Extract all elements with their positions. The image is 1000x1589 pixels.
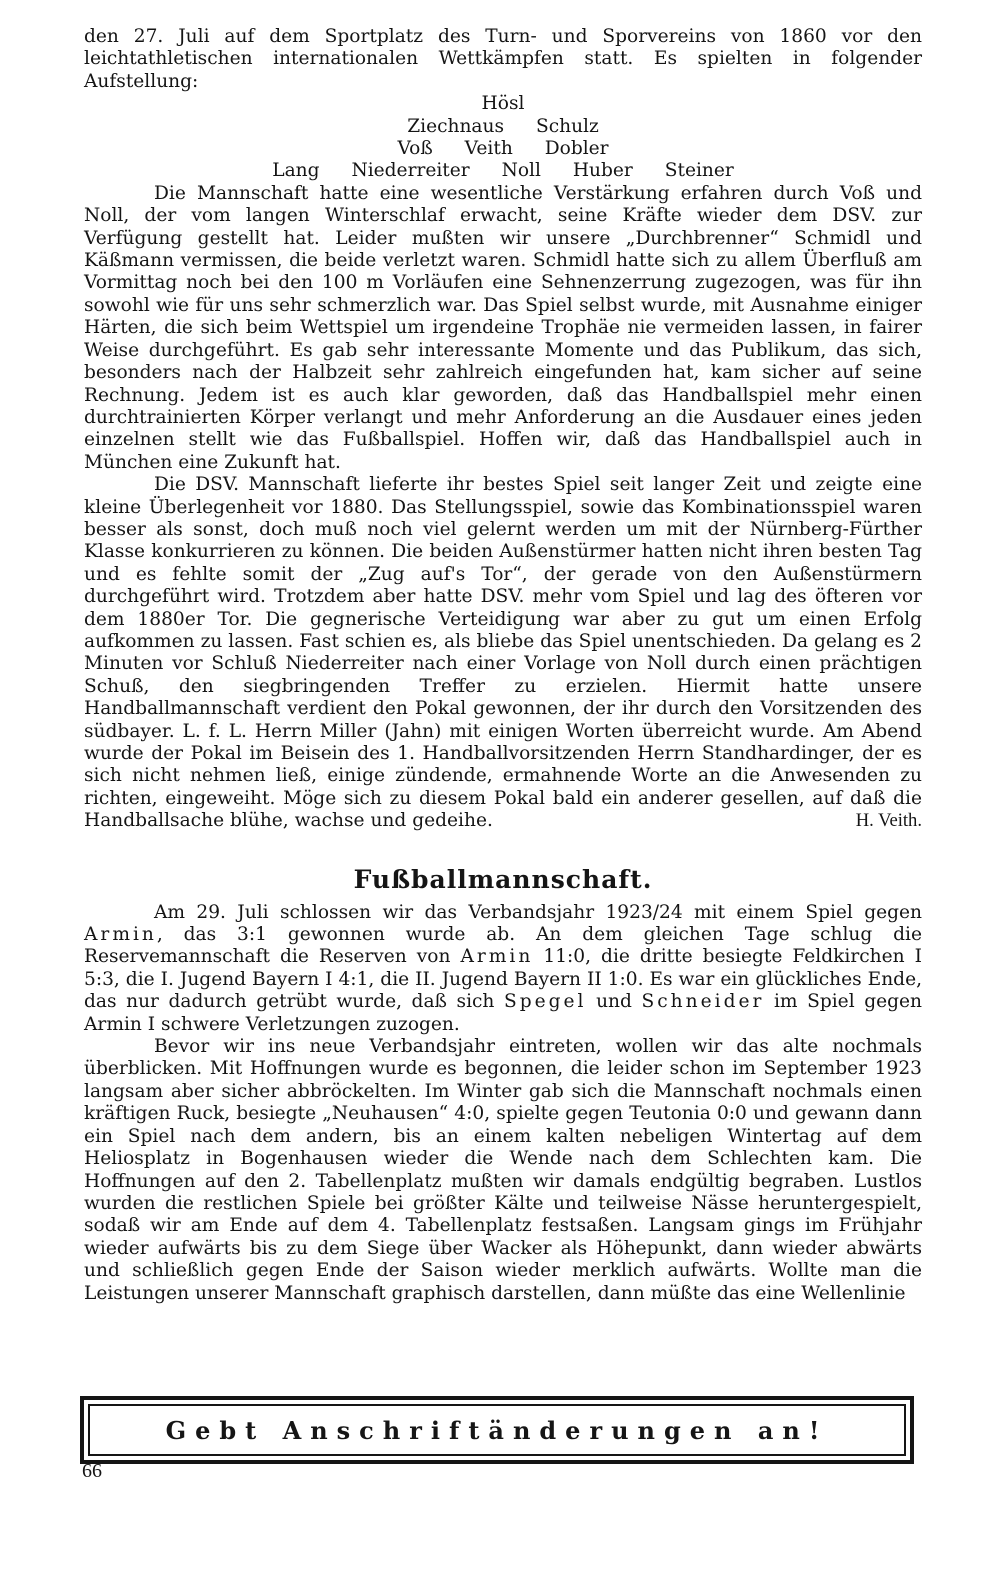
article1-paragraph-text: Die DSV. Mannschaft lieferte ihr bestes Spiel seit langer Zeit und zeigte eine kleine Überlegenheit vor 1880. Das Stellungsspiel, sowie das Kombinationsspiel waren besser als sonst, doch muß noch viel gelernt werden um mit der Nürnberg-Fürther Klasse konkurrieren zu können. Die beiden Außenstürmer hatten nicht ihren besten Tag und es fehlte somit der „Zug auf's Tor“, der gerade von den Außenstürmern durchgeführt wird. Trotzdem aber hatte DSV. mehr vom Spiel und lag des öfteren vor dem 1880er Tor. Die gegnerische Verteidigung war aber zu gut um einen Erfolg aufkommen zu lassen. Fast schien es, als bliebe das Spiel unentschieden. Da gelang es 2 Minuten vor Schluß Niederreiter nach einer Vorlage von Noll durch einen prächtigen Schuß, den siegbringenden Treffer zu erzielen. Hiermit hatte unsere Handballmannschaft verdient den Pokal gewonnen, der ihr durch den Vorsitzenden des südbayer. L. f. L. Herrn Miller (Jahn) mit einigen Worten überreicht wurde. Am Abend wurde der Pokal im Beisein des 1. Handballvorsitzenden Herrn Standhardinger, der es sich nicht nehmen ließ, einige zündende, ermahnende Worte an die Anwesenden zu richten, eingeweiht. Möge sich zu diesem Pokal bald ein anderer gesellen, auf daß die Handballsache blühe, wachse und gedeihe.: [84, 474, 922, 832]
team-name-spaced: Armin: [84, 924, 157, 946]
team-lineup: [84, 93, 922, 183]
lineup-row-goalkeeper: Hösl: [481, 93, 525, 115]
lineup-row-backs: Ziechnaus Schulz: [407, 115, 599, 137]
team-name-spaced: Armin: [460, 946, 534, 968]
text-run: und: [596, 991, 632, 1013]
article2-paragraph: [84, 902, 922, 1036]
text-run: im Spiel gegen Armin I schwere Verletzungen zuzogen.: [84, 991, 922, 1035]
page-number: 66: [82, 1460, 102, 1482]
section-heading: Fußballmannschaft.: [353, 864, 653, 894]
page-content: [84, 26, 922, 1305]
text-run: Am 29. Juli schlossen wir das Verbandsjahr 1923/24 mit einem Spiel gegen: [154, 901, 922, 923]
article1-paragraph: [84, 474, 922, 833]
text-run: , das 3:1 gewonnen wurde ab. An dem gleichen Tage schlug die Reservemannschaft die Reserven von: [84, 924, 922, 968]
lineup-row-forwards: Lang Niederreiter Noll Huber Steiner: [272, 160, 734, 182]
author-signature: H. Veith.: [855, 810, 922, 832]
player-name-spaced: Schneider: [641, 991, 765, 1013]
player-name-spaced: Spegel: [504, 991, 587, 1013]
article2-paragraph: Bevor wir ins neue Verbandsjahr eintreten, wollen wir das alte nochmals überblicken. Mit Hoffnungen wurde es begonnen, die leider schon im September 1923 langsam aber sicher abbröckelten. Im Winter gab sich die Mannschaft nochmals einen kräftigen Ruck, besiegte „Neuhausen“ 4:0, spielte gegen Teutonia 0:0 und gewann dann ein Spiel nach dem andern, bis an einem kalten nebeligen Wintertag auf dem Heliosplatz in Bogenhausen wieder die Wende nach dem Schlechten kam. Die Hoffnungen auf den 2. Tabellenplatz mußten wir damals endgültig begraben. Lustlos wurden die restlichen Spiele bei größter Kälte und teilweise Nässe heruntergespielt, sodaß wir am Ende auf dem 4. Tabellenplatz festsaßen. Langsam gings im Frühjahr wieder aufwärts bis zu dem Siege über Wacker als Höhepunkt, dann wieder abwärts und schließlich gegen Ende der Saison wieder merklich aufwärts. Wollte man die Leistungen unserer Mannschaft graphisch darstellen, dann müßte das eine Wellenlinie: [84, 1036, 922, 1304]
notice-text: Gebt Anschriftänderungen an!: [165, 1415, 829, 1445]
notice-box: [80, 1396, 914, 1464]
text-run: 11:0, die dritte besiegte Feldkirchen I 5:3, die I. Jugend Bayern I 4:1, die II. Jugend Bayern II 1:0. Es war ein glückliches Ende, das nur dadurch getrübt wurde, daß sich: [84, 946, 922, 1013]
lineup-row-halfbacks: Voß Veith Dobler: [397, 138, 609, 160]
article-intro-continuation: den 27. Juli auf dem Sportplatz des Turn- und Sporvereins von 1860 vor den leichtathletischen internationalen Wettkämpfen statt. Es spielten in folgender Aufstellung:: [84, 26, 922, 92]
article1-paragraph: Die Mannschaft hatte eine wesentliche Verstärkung erfahren durch Voß und Noll, der vom langen Winterschlaf erwacht, seine Kräfte wieder dem DSV. zur Verfügung gestellt hat. Leider mußten wir unsere „Durchbrenner“ Schmidl und Käßmann vermissen, die beide verletzt waren. Schmidl hatte sich zu allem Überfluß am Vormittag noch bei den 100 m Vorläufen eine Sehnenzerrung zugezogen, was für ihn sowohl wie für uns sehr schmerzlich war. Das Spiel selbst wurde, mit Ausnahme einiger Härten, die sich beim Wettspiel um irgendeine Trophäe nie vermeiden lassen, in fairer Weise durchgeführt. Es gab sehr interessante Momente und das Publikum, das sich, besonders nach der Halbzeit sehr zahlreich eingefunden hat, kam sicher auf seine Rechnung. Jedem ist es auch klar geworden, daß das Handballspiel mehr einen durchtrainierten Körper verlangt und mehr Anforderung an die Ausdauer eines jeden einzelnen stellt wie das Fußballspiel. Hoffen wir, daß das Handballspiel auch in München eine Zukunft hat.: [84, 182, 922, 473]
